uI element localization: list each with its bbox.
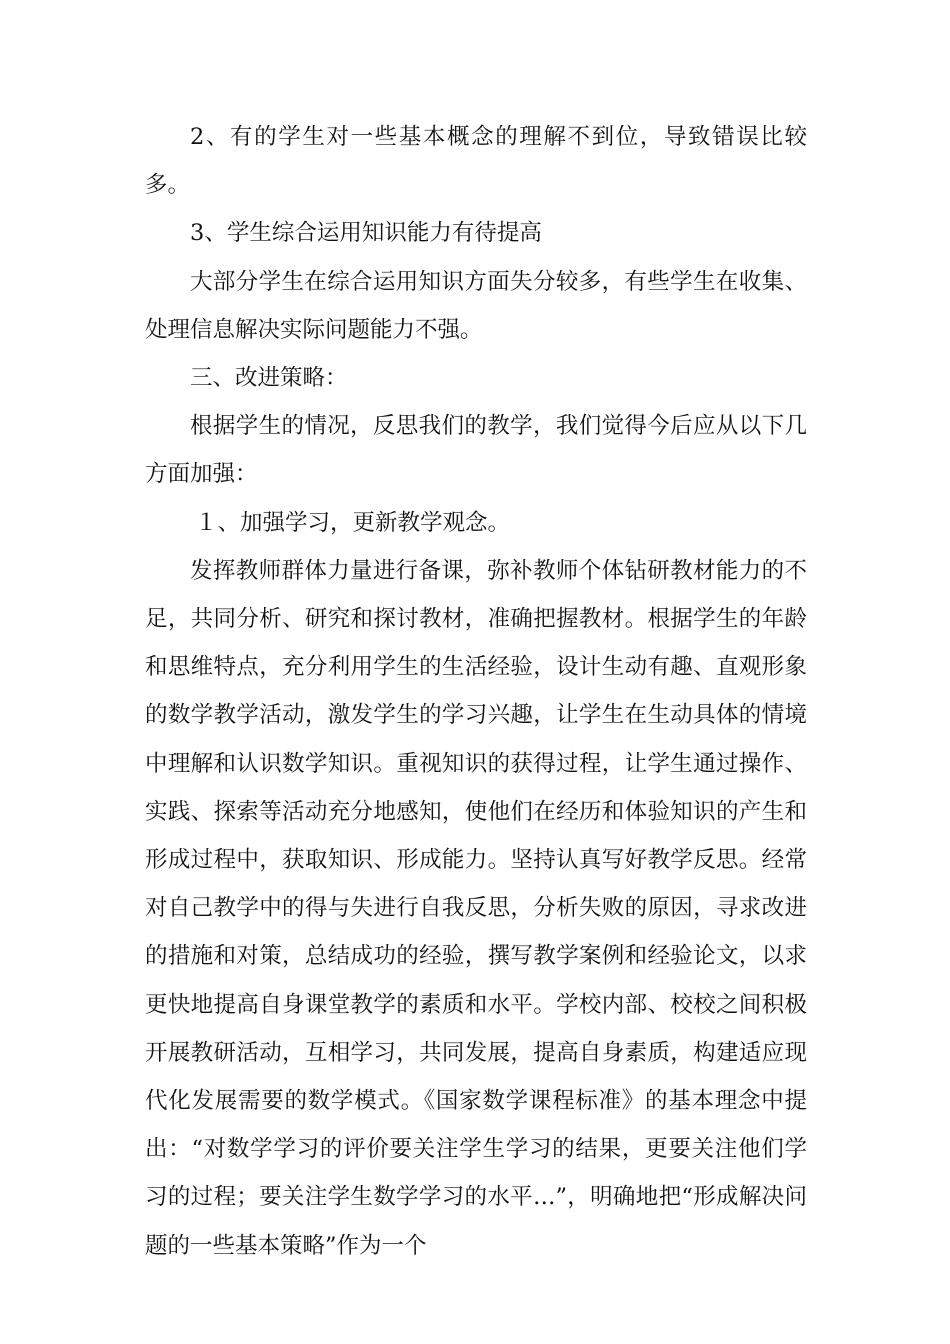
paragraph-strategy-1-body: 发挥教师群体力量进行备课，弥补教师个体钻研教材能力的不足，共同分析、研究和探讨教材，准确把握教材。根据学生的年龄和思维特点，充分利用学生的生活经验，设计生动有趣、直观形象的数学教学活动，激发学生的学习兴趣，让学生在生动具体的情境中理解和认识数学知识。重视知识的获得过程，让学生通过操作、实践、探索等活动充分地感知，使他们在经历和体验知识的产生和形成过程中，获取知识、形成能力。坚持认真写好教学反思。经常对自己教学中的得与失进行自我反思，分析失败的原因，寻求改进的措施和对策，总结成功的经验，撰写教学案例和经验论文，以求更快地提高自身课堂教学的素质和水平。学校内部、校校之间积极开展教研活动，互相学习，共同发展，提高自身素质，构建适应现代化发展需要的数学模式。《国家数学课程标准》的基本理念中提出：“对数学学习的评价要关注学生学习的结果，更要关注他们学习的过程；要关注学生数学学习的水平…”，明确地把“形成解决问题的一些基本策略”作为一个 xyxy=(145,557,807,1259)
paragraph-point-3-heading: 3、学生综合运用知识能力有待提高 xyxy=(190,220,542,247)
section-heading-improvement: 三、改进策略： xyxy=(190,365,348,392)
paragraph-strategy-1-heading: １、加强学习，更新教学观念。 xyxy=(195,509,511,536)
paragraph-point-3-detail: 大部分学生在综合运用知识方面失分较多，有些学生在收集、处理信息解决实际问题能力不强。 xyxy=(145,268,807,343)
paragraph-reflection: 根据学生的情况，反思我们的教学，我们觉得今后应从以下几方面加强： xyxy=(145,413,807,488)
document-body xyxy=(145,113,807,1270)
paragraph-point-2: 2、有的学生对一些基本概念的理解不到位，导致错误比较多。 xyxy=(145,124,807,199)
